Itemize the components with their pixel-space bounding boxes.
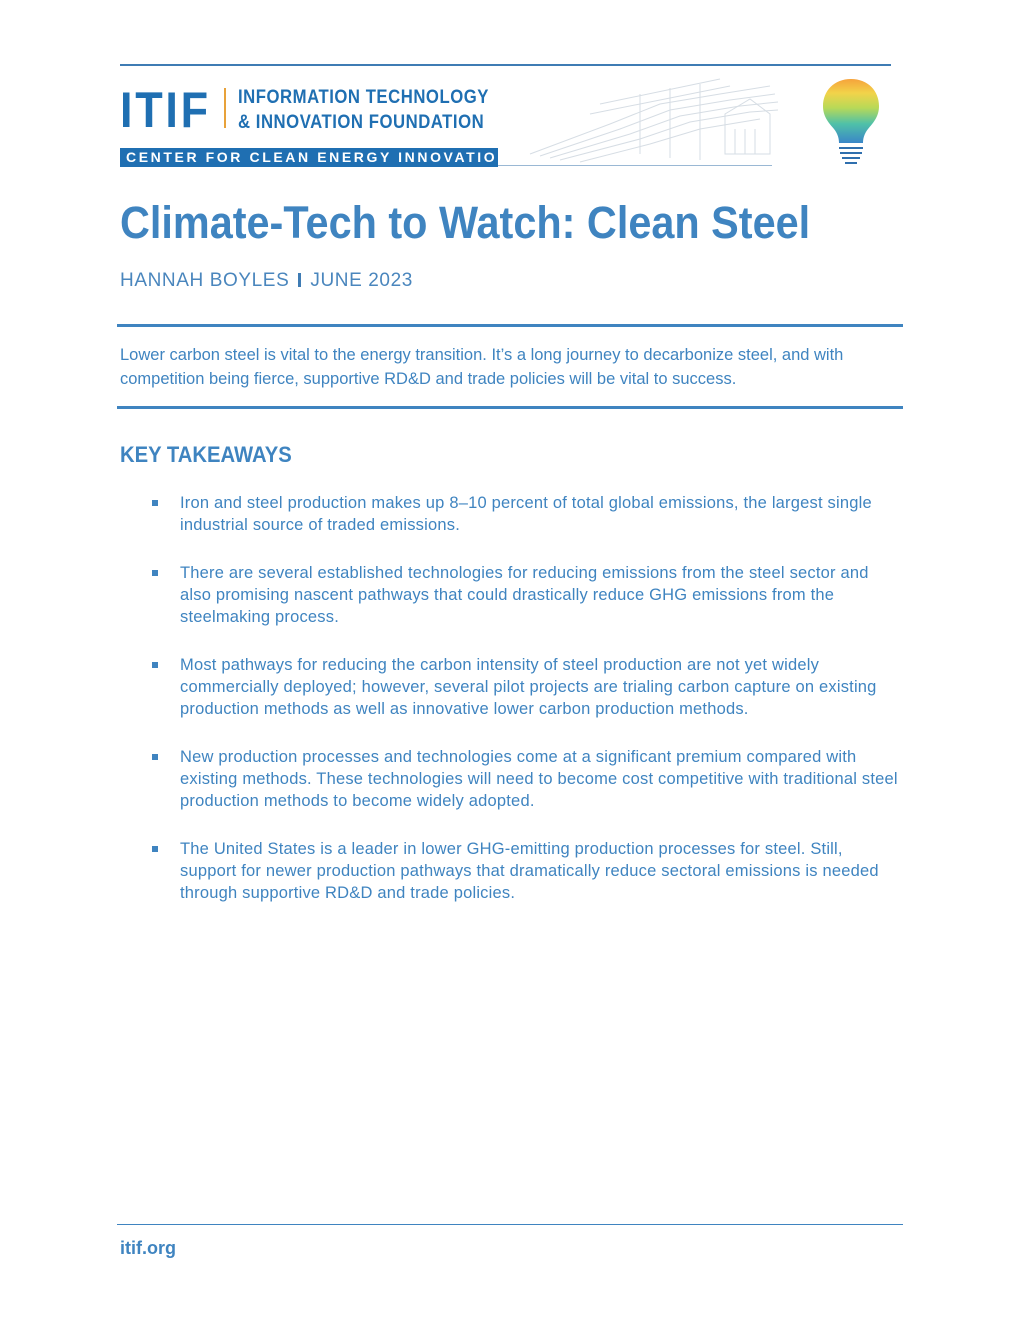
takeaway-text: There are several established technologies for reducing emissions from the steel sector and also promising nascent pathways that could drastically reduce GHG emissions from the steelmaking process. (180, 564, 869, 626)
bullet-icon (152, 846, 158, 852)
itif-logo (120, 82, 780, 170)
takeaway-text: Most pathways for reducing the carbon intensity of steel production are not yet widely commercially deployed; however, several pilot projects are trialing carbon capture on existing production methods as well as innovative lower carbon production methods. (180, 656, 877, 718)
top-rule (120, 64, 891, 66)
bullet-icon (152, 754, 158, 760)
takeaway-item (120, 654, 900, 720)
summary-bottom-rule (117, 406, 903, 409)
takeaway-text: The United States is a leader in lower GHG-emitting production processes for steel. Still, support for newer production pathways that dramatically reduce sectoral emissions is needed through supportive RD&D and trade policies. (180, 840, 879, 902)
bullet-icon (152, 570, 158, 576)
summary-text: Lower carbon steel is vital to the energy transition. It’s a long journey to decarbonize steel, and with competition being fierce, supportive RD&D and trade policies will be vital to success. (120, 346, 844, 388)
takeaway-item (120, 562, 900, 628)
publication-date: JUNE 2023 (310, 270, 413, 291)
key-takeaways-list (120, 492, 900, 930)
byline-separator (298, 273, 301, 287)
takeaway-item (120, 746, 900, 812)
center-name-band (120, 148, 510, 167)
bullet-icon (152, 662, 158, 668)
byline (120, 270, 413, 292)
logo-name-line-2: & INNOVATION FOUNDATION (238, 112, 485, 133)
summary-top-rule (117, 324, 903, 327)
footer-rule (117, 1224, 903, 1225)
logo-itif: ITIF (120, 82, 211, 138)
bullet-icon (152, 500, 158, 506)
logo-name-line-1: INFORMATION TECHNOLOGY (238, 87, 489, 108)
document-title: Climate-Tech to Watch: Clean Steel (120, 197, 811, 248)
takeaway-text: Iron and steel production makes up 8–10 percent of total global emissions, the largest single industrial source of traded emissions. (180, 494, 872, 534)
key-takeaways-heading: KEY TAKEAWAYS (120, 442, 292, 467)
takeaway-item (120, 838, 900, 904)
building-sketch-icon (520, 74, 780, 164)
logo-divider (224, 88, 226, 128)
author-name: HANNAH BOYLES (120, 270, 290, 291)
center-name: CENTER FOR CLEAN ENERGY INNOVATION (126, 149, 510, 165)
footer-site-link[interactable]: itif.org (120, 1238, 176, 1258)
lightbulb-icon (820, 77, 882, 169)
takeaway-text: New production processes and technologies come at a significant premium compared with existing methods. These technologies will need to become cost competitive with traditional steel production methods to become widely adopted. (180, 748, 898, 810)
logo-band-rule (498, 165, 772, 166)
takeaway-item (120, 492, 900, 536)
